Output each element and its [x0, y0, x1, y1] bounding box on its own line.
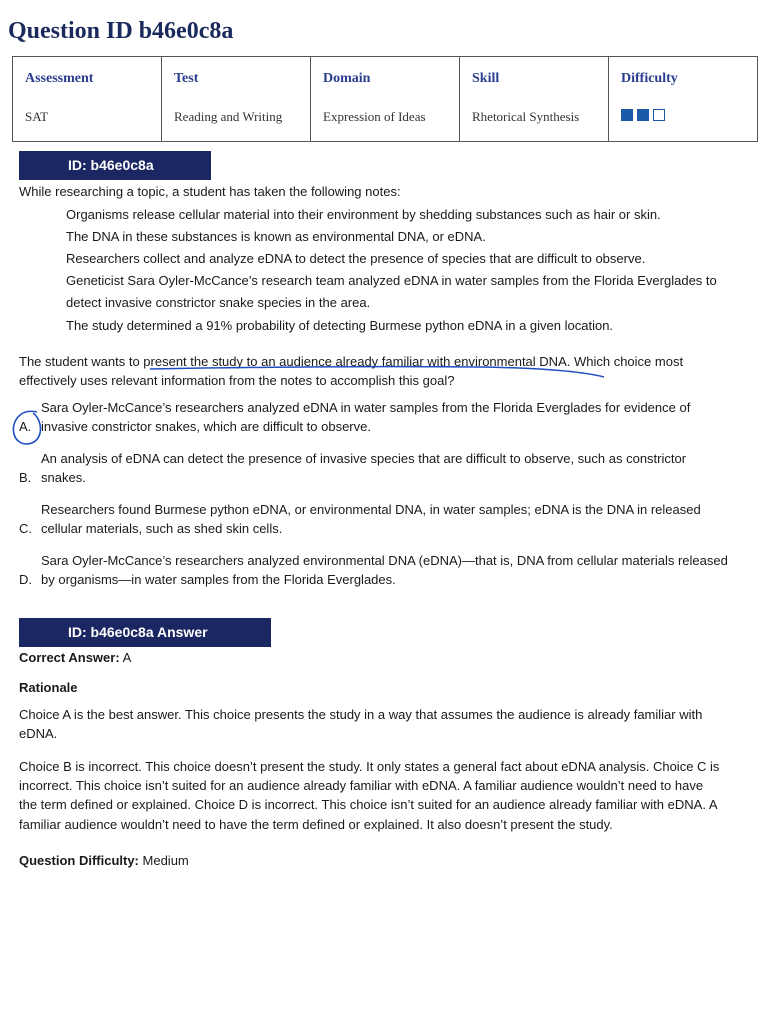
- choice-a-text-line1: Sara Oyler-McCance’s researchers analyzed eDNA in water samples from the Florida Everglades for evidence of: [41, 400, 691, 415]
- question-id-bar: ID: b46e0c8a: [19, 151, 211, 180]
- note-item: Organisms release cellular material into their environment by shedding substances such as hair or skin.: [66, 207, 661, 222]
- correct-answer: [19, 648, 131, 667]
- question-prompt-line: The student wants to present the study to an audience already familiar with environmental DNA. Which choice most: [19, 354, 684, 369]
- choice-d-text-line1: Sara Oyler-McCance’s researchers analyzed environmental DNA (eDNA)—that is, DNA from cellular materials released: [41, 553, 728, 568]
- choice-c-letter: C.: [19, 521, 32, 536]
- difficulty-square-empty: [653, 109, 665, 121]
- choice-c-text-line2: cellular materials, such as shed skin cells.: [41, 521, 283, 536]
- rationale-line: Choice A is the best answer. This choice presents the study in a way that assumes the audience is already familiar with: [19, 707, 703, 722]
- meta-value-domain: Expression of Ideas: [323, 109, 426, 124]
- correct-answer-value: A: [122, 650, 132, 665]
- choice-d[interactable]: [19, 551, 749, 589]
- choice-a-text-line2: invasive constrictor snakes, which are difficult to observe.: [41, 419, 371, 434]
- choice-b-text-line2: snakes.: [41, 470, 86, 485]
- answer-id-bar: ID: b46e0c8a Answer: [19, 618, 271, 647]
- question-difficulty: [19, 851, 189, 870]
- meta-head-skill: Skill: [472, 71, 500, 86]
- rationale-line: Choice B is incorrect. This choice doesn’t present the study. It only states a general fact about eDNA analysis. Choice C is: [19, 759, 720, 774]
- meta-value-assessment: SAT: [25, 109, 49, 124]
- rationale-line: familiar audience wouldn’t need to have the term defined or explained. It also doesn’t present the study.: [19, 817, 613, 832]
- meta-cell-test: [162, 57, 311, 142]
- correct-answer-label: Correct Answer:: [19, 650, 120, 665]
- meta-cell-domain: [311, 57, 460, 142]
- difficulty-square-filled: [621, 109, 633, 121]
- meta-head-test: Test: [174, 71, 199, 86]
- difficulty-square-filled: [637, 109, 649, 121]
- rationale-heading: Rationale: [19, 680, 78, 695]
- choice-b[interactable]: [19, 449, 749, 487]
- rationale-line: eDNA.: [19, 726, 58, 741]
- question-prompt-line: effectively uses relevant information from the notes to accomplish this goal?: [19, 373, 455, 388]
- choice-d-letter: D.: [19, 572, 32, 587]
- meta-value-skill: Rhetorical Synthesis: [472, 109, 580, 124]
- meta-cell-skill: [460, 57, 609, 142]
- note-item: Geneticist Sara Oyler-McCance’s research team analyzed eDNA in water samples from the Florida Everglades to: [66, 273, 717, 288]
- choice-c-text-line1: Researchers found Burmese python eDNA, or environmental DNA, in water samples; eDNA is the DNA in released: [41, 502, 701, 517]
- meta-cell-difficulty: [609, 57, 758, 142]
- note-item: Researchers collect and analyze eDNA to detect the presence of species that are difficult to observe.: [66, 251, 646, 266]
- question-difficulty-label: Question Difficulty:: [19, 853, 139, 868]
- meta-cell-assessment: [13, 57, 162, 142]
- meta-head-domain: Domain: [323, 71, 371, 86]
- meta-head-assessment: Assessment: [25, 71, 94, 86]
- difficulty-level-indicator: [621, 109, 745, 121]
- notes-intro: While researching a topic, a student has taken the following notes:: [19, 184, 401, 199]
- rationale-line: incorrect. This choice isn’t suited for an audience already familiar with eDNA. A familiar audience wouldn’t need to have: [19, 778, 704, 793]
- note-item: The DNA in these substances is known as environmental DNA, or eDNA.: [66, 229, 486, 244]
- choice-a[interactable]: [19, 398, 749, 436]
- question-difficulty-value: Medium: [142, 853, 189, 868]
- page-title: Question ID b46e0c8a: [8, 18, 234, 44]
- meta-value-test: Reading and Writing: [174, 109, 283, 124]
- note-item: detect invasive constrictor snake species in the area.: [66, 295, 371, 310]
- choice-a-letter: A.: [19, 419, 32, 434]
- choice-b-letter: B.: [19, 470, 32, 485]
- note-item: The study determined a 91% probability of detecting Burmese python eDNA in a given location.: [66, 318, 614, 333]
- choice-b-text-line1: An analysis of eDNA can detect the presence of invasive species that are difficult to observe, such as constrictor: [41, 451, 687, 466]
- rationale-line: the term defined or explained. Choice D is incorrect. This choice isn’t suited for an audience already familiar with eDNA. A: [19, 797, 718, 812]
- meta-head-difficulty: Difficulty: [621, 71, 678, 86]
- question-meta-table: [12, 56, 758, 142]
- choice-c[interactable]: [19, 500, 749, 538]
- choice-d-text-line2: by organisms—in water samples from the Florida Everglades.: [41, 572, 396, 587]
